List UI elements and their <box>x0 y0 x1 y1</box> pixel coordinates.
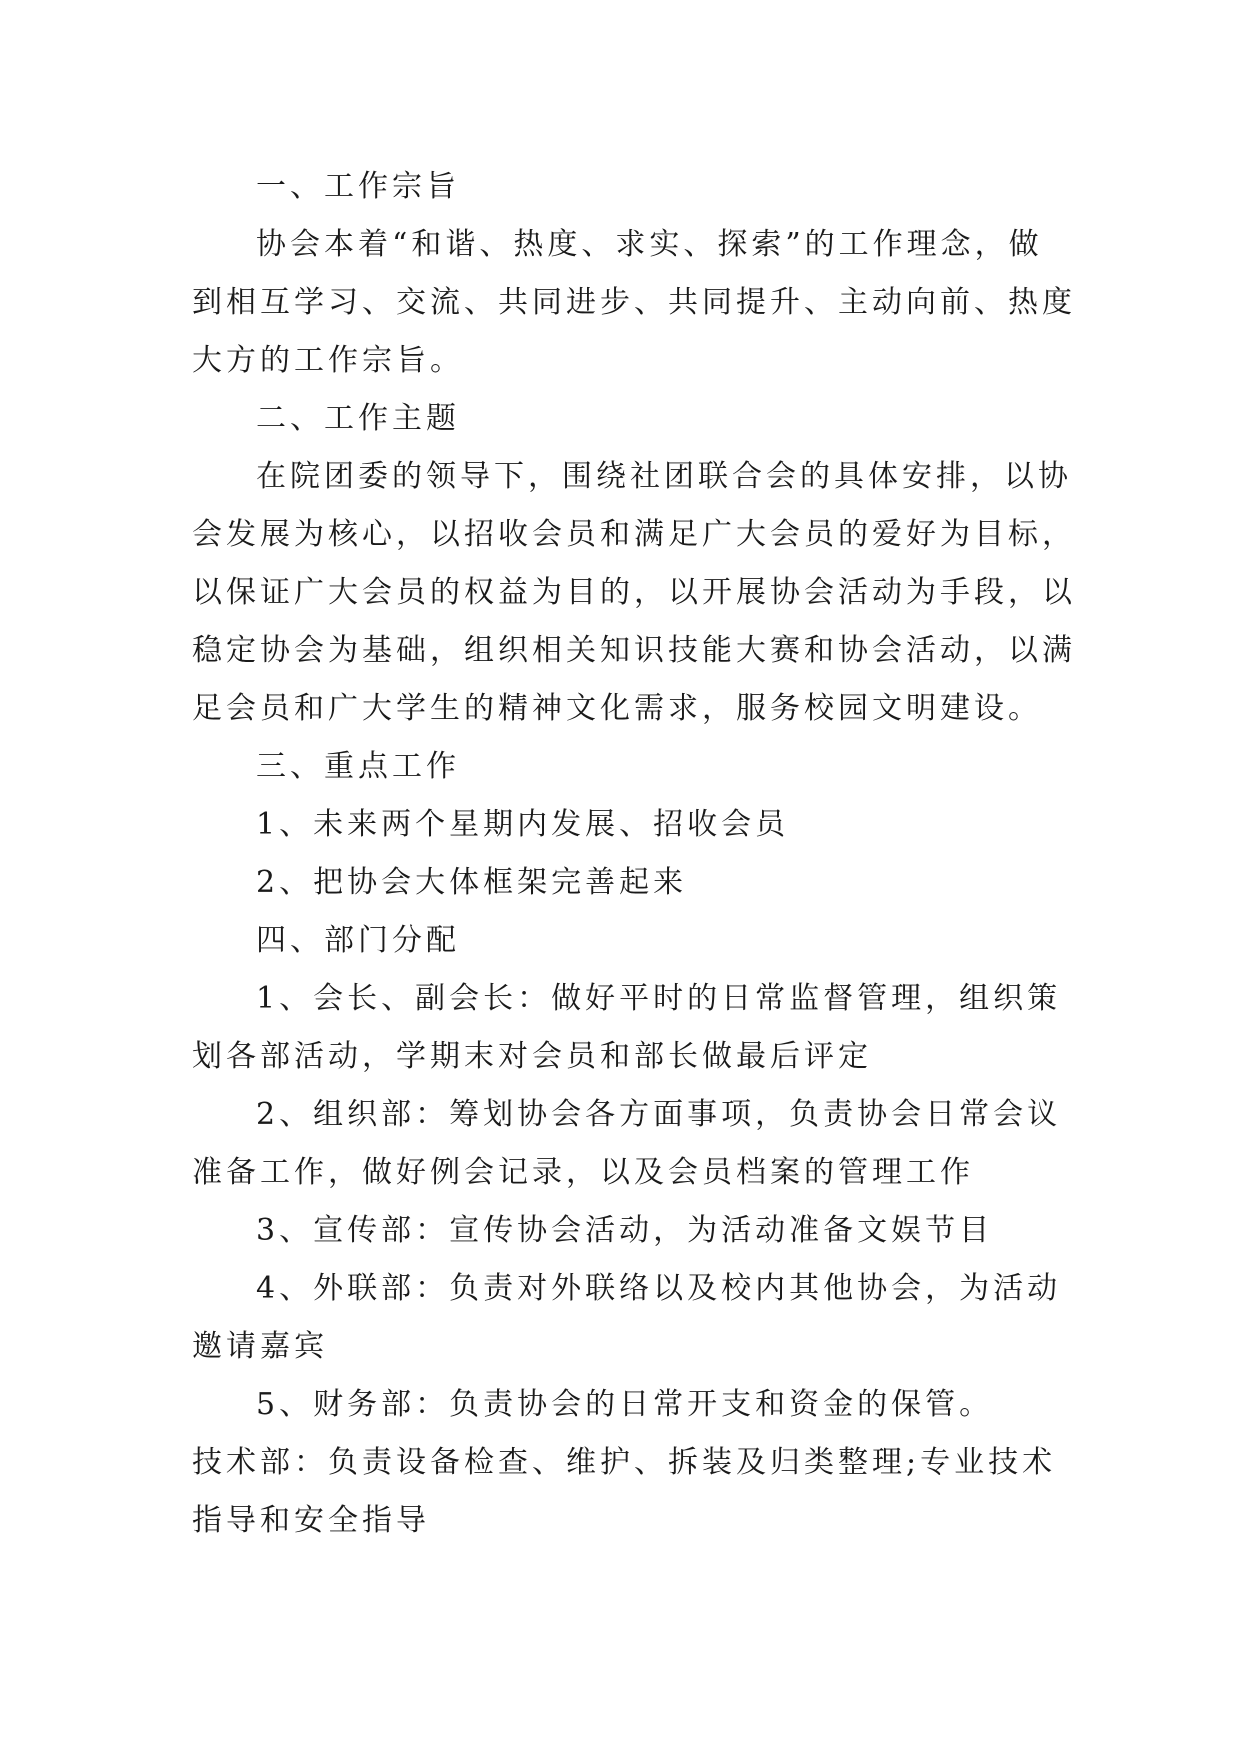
section-heading-purpose: 一、工作宗旨 <box>256 169 460 204</box>
paragraph-line: 大方的工作宗旨。 <box>192 343 464 378</box>
paragraph-line: 稳定协会为基础，组织相关知识技能大赛和协会活动，以满 <box>192 633 1076 668</box>
list-item: 3、宣传部：宣传协会活动，为活动准备文娱节目 <box>256 1213 994 1248</box>
list-item: 1、会长、副会长：做好平时的日常监督管理，组织策 <box>256 981 1062 1016</box>
list-item: 2、把协会大体框架完善起来 <box>256 865 688 900</box>
paragraph-line: 到相互学习、交流、共同进步、共同提升、主动向前、热度 <box>192 285 1076 320</box>
list-item: 1、未来两个星期内发展、招收会员 <box>256 807 790 842</box>
list-item: 4、外联部：负责对外联络以及校内其他协会，为活动 <box>256 1271 1062 1306</box>
paragraph-line: 协会本着“和谐、热度、求实、探索”的工作理念，做 <box>256 227 1043 262</box>
paragraph-line: 会发展为核心，以招收会员和满足广大会员的爱好为目标， <box>192 517 1076 552</box>
paragraph-line: 邀请嘉宾 <box>192 1329 328 1364</box>
section-heading-departments: 四、部门分配 <box>256 923 460 958</box>
list-item: 5、财务部：负责协会的日常开支和资金的保管。 <box>256 1387 994 1422</box>
paragraph-line: 足会员和广大学生的精神文化需求，服务校园文明建设。 <box>192 691 1042 726</box>
paragraph-line: 划各部活动，学期末对会员和部长做最后评定 <box>192 1039 872 1074</box>
document-body <box>192 158 1076 1550</box>
section-heading-theme: 二、工作主题 <box>256 401 460 436</box>
paragraph-line: 指导和安全指导 <box>192 1503 430 1538</box>
paragraph-line: 在院团委的领导下，围绕社团联合会的具体安排，以协 <box>256 459 1072 494</box>
paragraph-line: 技术部：负责设备检查、维护、拆装及归类整理;专业技术 <box>192 1445 1057 1480</box>
paragraph-line: 以保证广大会员的权益为目的，以开展协会活动为手段，以 <box>192 575 1076 610</box>
list-item: 2、组织部：筹划协会各方面事项，负责协会日常会议 <box>256 1097 1062 1132</box>
section-heading-key-work: 三、重点工作 <box>256 749 460 784</box>
paragraph-line: 准备工作，做好例会记录，以及会员档案的管理工作 <box>192 1155 974 1190</box>
